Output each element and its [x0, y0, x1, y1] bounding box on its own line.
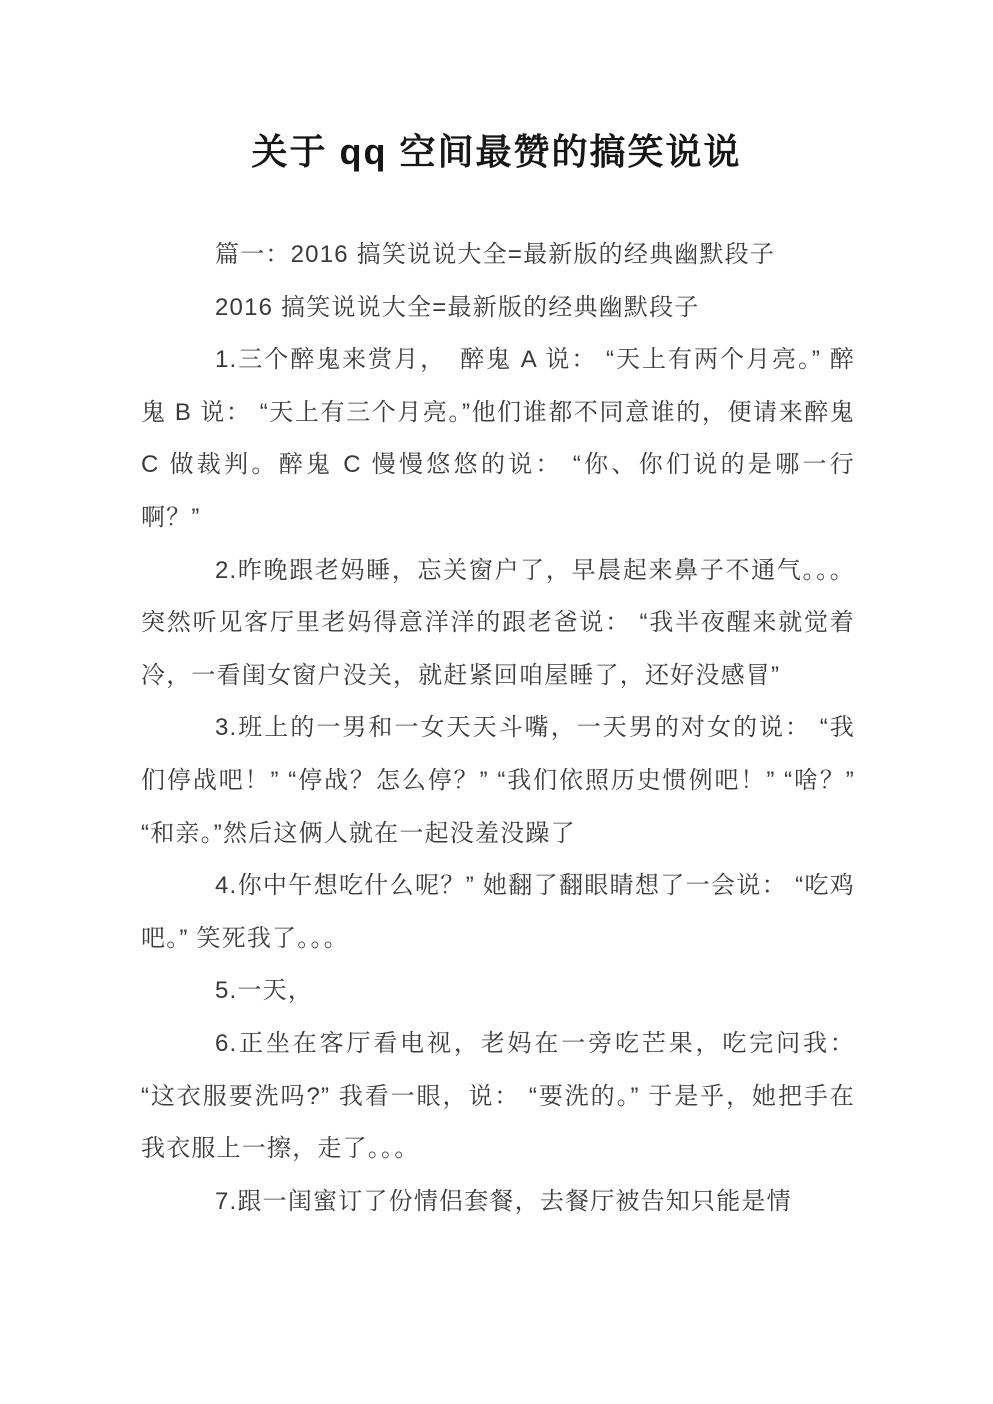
paragraph-item-3: 3.班上的一男和一女天天斗嘴，一天男的对女的说： “我们停战吧！” “停战？怎么停？” “我们依照历史惯例吧！” “啥？” “和亲。”然后这俩人就在一起没羞没躁了	[141, 714, 855, 847]
paragraph-item-6: 6.正坐在客厅看电视，老妈在一旁吃芒果，吃完问我： “这衣服要洗吗?” 我看一眼，说： “要洗的。” 于是乎，她把手在我衣服上一擦，走了。。。	[141, 1029, 855, 1163]
paragraph-item-1: 1.三个醉鬼来赏月， 醉鬼 A 说： “天上有两个月亮。” 醉鬼 B 说： “天上有三个月亮。”他们谁都不同意谁的，便请来醉鬼 C 做裁判。醉鬼 C 慢慢悠悠的说： “你、你们说的是哪一行啊？”	[141, 346, 855, 531]
document-title: 关于 qq 空间最赞的搞笑说说	[251, 131, 742, 172]
paragraph-item-2: 2.昨晚跟老妈睡，忘关窗户了，早晨起来鼻子不通气。。。突然听见客厅里老妈得意洋洋的跟老爸说： “我半夜醒来就觉着冷，一看闺女窗户没关，就赶紧回咱屋睡了，还好没感冒”	[141, 556, 855, 689]
paragraph-item-4: 4.你中午想吃什么呢？” 她翻了翻眼睛想了一会说： “吃鸡 吧。” 笑死我了。。。	[141, 872, 855, 952]
paragraph-item-5: 5.一天，	[215, 977, 314, 1005]
document-body	[141, 229, 855, 1228]
paragraph-item-7: 7.跟一闺蜜订了份情侣套餐，去餐厅被告知只能是情	[215, 1187, 792, 1215]
paragraph-heading-pian-yi: 篇一：2016 搞笑说说大全=最新版的经典幽默段子	[215, 241, 776, 268]
paragraph-subheading-2016: 2016 搞笑说说大全=最新版的经典幽默段子	[215, 293, 700, 321]
